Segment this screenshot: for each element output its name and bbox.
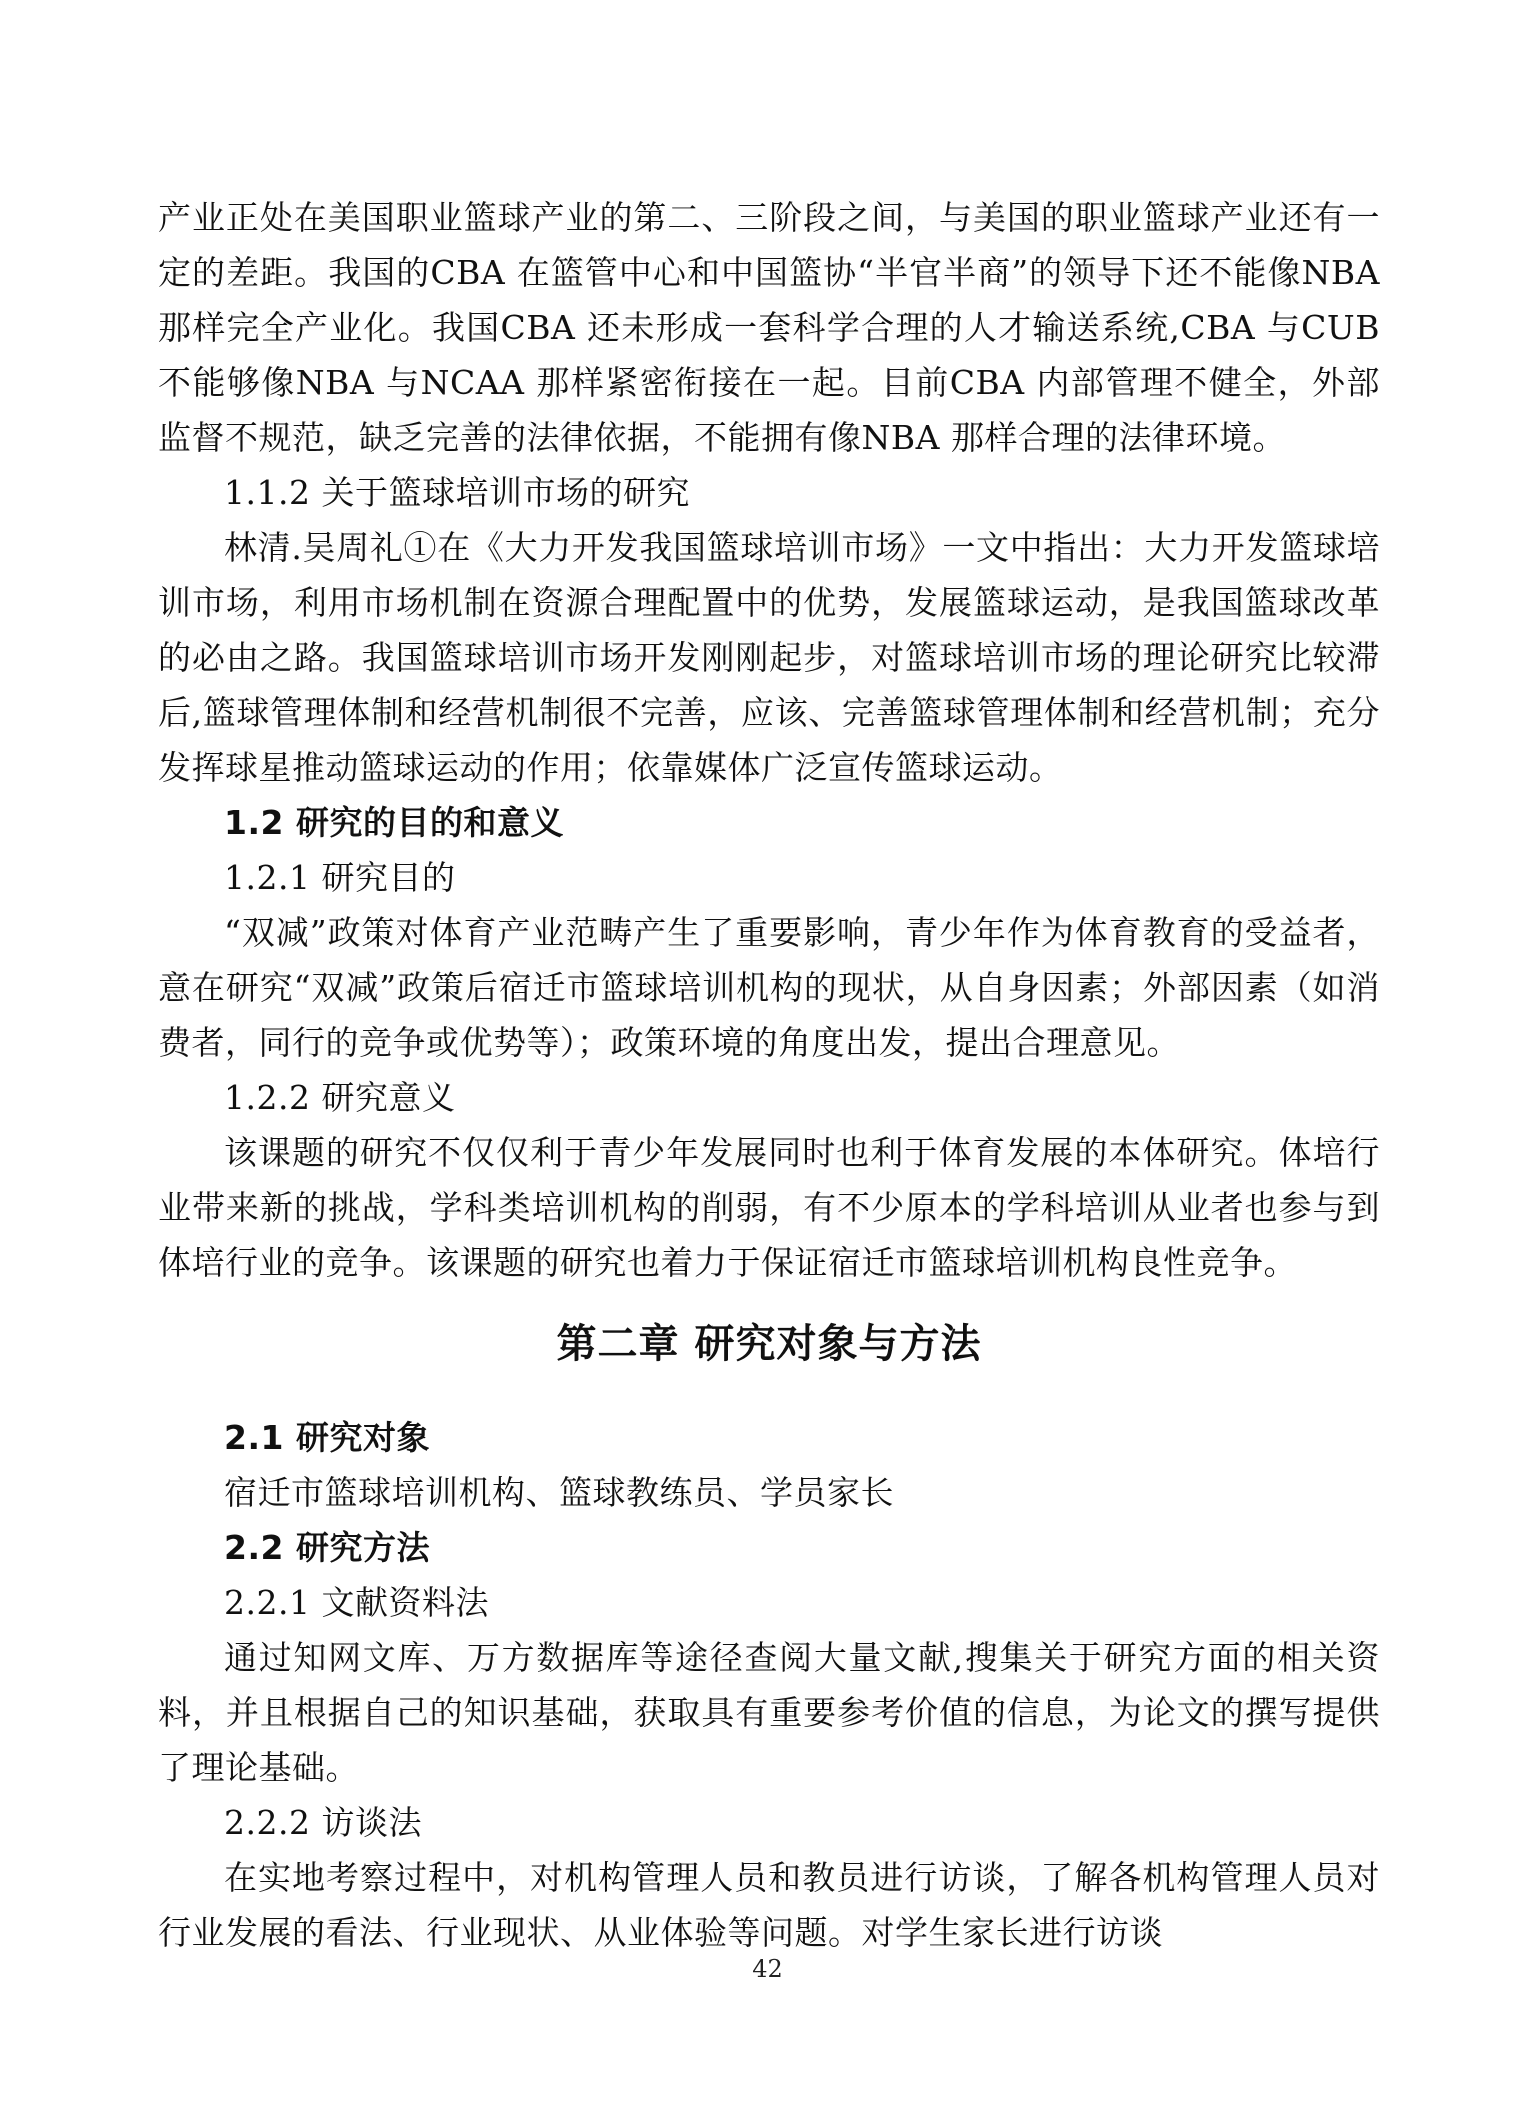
paragraph-research-significance: 该课题的研究不仅仅利于青少年发展同时也利于体育发展的本体研究。体培行业带来新的挑战，学科类培训机构的削弱，有不少原本的学科培训从业者也参与到体培行业的竞争。该课题的研究也着力于保证宿迁市篮球培训机构良性竞争。 <box>158 1133 1380 1282</box>
section-heading-2-1: 2.1 研究对象 <box>224 1418 430 1457</box>
section-heading-1-2-1: 1.2.1 研究目的 <box>224 858 456 897</box>
paragraph-research-purpose: “双减”政策对体育产业范畴产生了重要影响，青少年作为体育教育的受益者，意在研究“双减”政策后宿迁市篮球培训机构的现状，从自身因素；外部因素（如消费者，同行的竞争或优势等）；政策环境的角度出发，提出合理意见。 <box>158 913 1380 1062</box>
paragraph-interview-method: 在实地考察过程中，对机构管理人员和教员进行访谈，了解各机构管理人员对行业发展的看法、行业现状、从业体验等问题。对学生家长进行访谈 <box>158 1858 1380 1952</box>
page-body <box>158 190 1380 1960</box>
section-heading-2-2-1: 2.2.1 文献资料法 <box>224 1583 489 1622</box>
chapter-title: 第二章 研究对象与方法 <box>556 1321 982 1367</box>
paragraph-basketball-training-market: 林清.吴周礼①在《大力开发我国篮球培训市场》一文中指出：大力开发篮球培训市场，利用市场机制在资源合理配置中的优势，发展篮球运动，是我国篮球改革的必由之路。我国篮球培训市场开发刚刚起步，对篮球培训市场的理论研究比较滞后,篮球管理体制和经营机制很不完善，应该、完善篮球管理体制和经营机制；充分发挥球星推动篮球运动的作用；依靠媒体广泛宣传篮球运动。 <box>158 528 1380 787</box>
section-heading-2-2: 2.2 研究方法 <box>224 1528 430 1567</box>
paragraph-cba-comparison: 产业正处在美国职业篮球产业的第二、三阶段之间，与美国的职业篮球产业还有一定的差距。我国的CBA 在篮管中心和中国篮协“半官半商”的领导下还不能像NBA 那样完全产业化。我国CBA 还未形成一套科学合理的人才输送系统,CBA 与CUB不能够像NBA 与NCAA 那样紧密衔接在一起。目前CBA 内部管理不健全，外部监督不规范，缺乏完善的法律依据，不能拥有像NBA 那样合理的法律环境。 <box>158 198 1380 457</box>
paragraph-literature-method: 通过知网文库、万方数据库等途径查阅大量文献,搜集关于研究方面的相关资料，并且根据自己的知识基础，获取具有重要参考价值的信息，为论文的撰写提供了理论基础。 <box>158 1638 1380 1787</box>
section-heading-1-1-2: 1.1.2 关于篮球培训市场的研究 <box>224 473 690 512</box>
paragraph-research-subjects: 宿迁市篮球培训机构、篮球教练员、学员家长 <box>224 1473 894 1512</box>
page-number: 42 <box>752 1955 783 1983</box>
section-heading-1-2-2: 1.2.2 研究意义 <box>224 1078 456 1117</box>
section-heading-2-2-2: 2.2.2 访谈法 <box>224 1803 422 1842</box>
section-heading-1-2: 1.2 研究的目的和意义 <box>224 803 564 842</box>
